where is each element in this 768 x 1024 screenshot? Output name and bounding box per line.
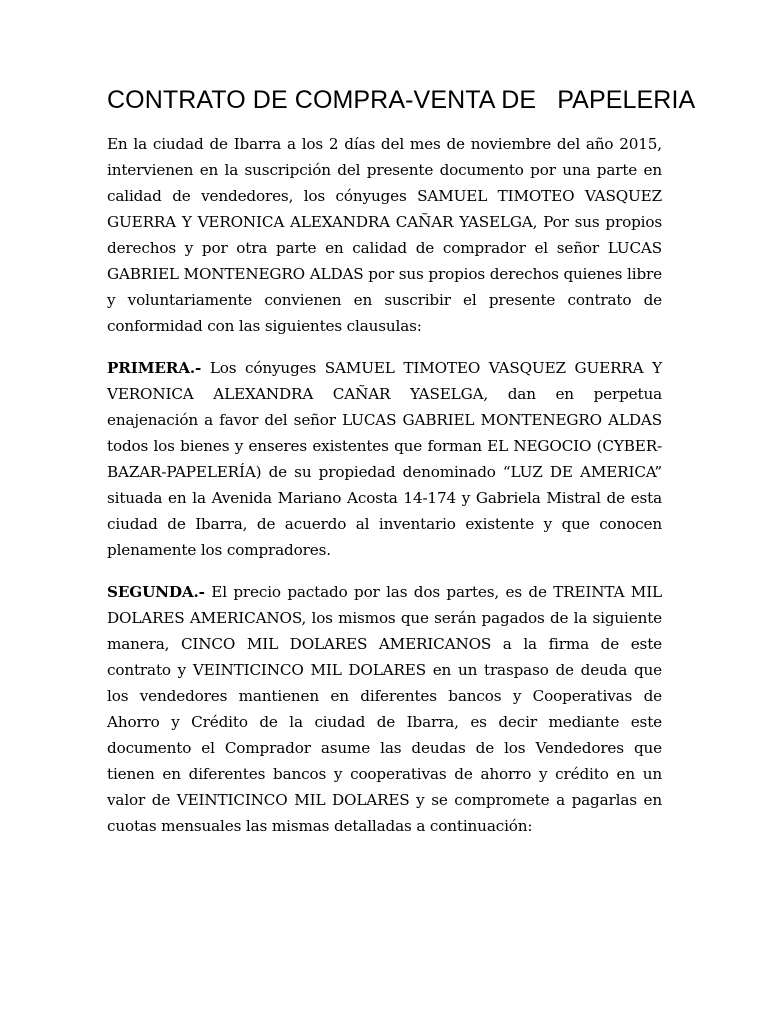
- clause-segunda: [107, 579, 662, 839]
- intro-paragraph: En la ciudad de Ibarra a los 2 días del mes de noviembre del año 2015, intervienen en la suscripción del presente documento por una parte en calidad de vendedores, los cónyuges SAMUEL TIMOTEO VASQUEZ GUERRA Y VERONICA ALEXANDRA CAÑAR YASELGA, Por sus propios derechos y por otra parte en calidad de comprador el señor LUCAS GABRIEL MONTENEGRO ALDAS por sus propios derechos quienes libre y voluntariamente convienen en suscribir el presente contrato de conformidad con las siguientes clausulas:: [107, 135, 662, 335]
- clause-primera-label: PRIMERA.-: [107, 359, 202, 377]
- clause-segunda-text: El precio pactado por las dos partes, es de TREINTA MIL DOLARES AMERICANOS, los mismos que serán pagados de la siguiente manera, CINCO MIL DOLARES AMERICANOS a la firma de este contrato y VEINTICINCO MIL DOLARES en un traspaso de deuda que los vendedores mantienen en diferentes bancos y Cooperativas de Ahorro y Crédito de la ciudad de Ibarra, es decir mediante este documento el Comprador asume las deudas de los Vendedores que tienen en diferentes bancos y cooperativas de ahorro y crédito en un valor de VEINTICINCO MIL DOLARES y se compromete a pagarlas en cuotas mensuales las mismas detalladas a continuación:: [107, 583, 662, 835]
- document-title: CONTRATO DE COMPRA-VENTA DE PAPELERIA: [107, 86, 696, 114]
- clause-segunda-label: SEGUNDA.-: [107, 583, 205, 601]
- clause-primera: [107, 355, 662, 563]
- clause-primera-text: Los cónyuges SAMUEL TIMOTEO VASQUEZ GUERRA Y VERONICA ALEXANDRA CAÑAR YASELGA, dan en perpetua enajenación a favor del señor LUCAS GABRIEL MONTENEGRO ALDAS todos los bienes y enseres existentes que forman EL NEGOCIO (CYBER-BAZAR-PAPELERÍA) de su propiedad denominado “LUZ DE AMERICA” situada en la Avenida Mariano Acosta 14-174 y Gabriela Mistral de esta ciudad de Ibarra, de acuerdo al inventario existente y que conocen plenamente los compradores.: [107, 359, 662, 559]
- document-page: [107, 86, 696, 855]
